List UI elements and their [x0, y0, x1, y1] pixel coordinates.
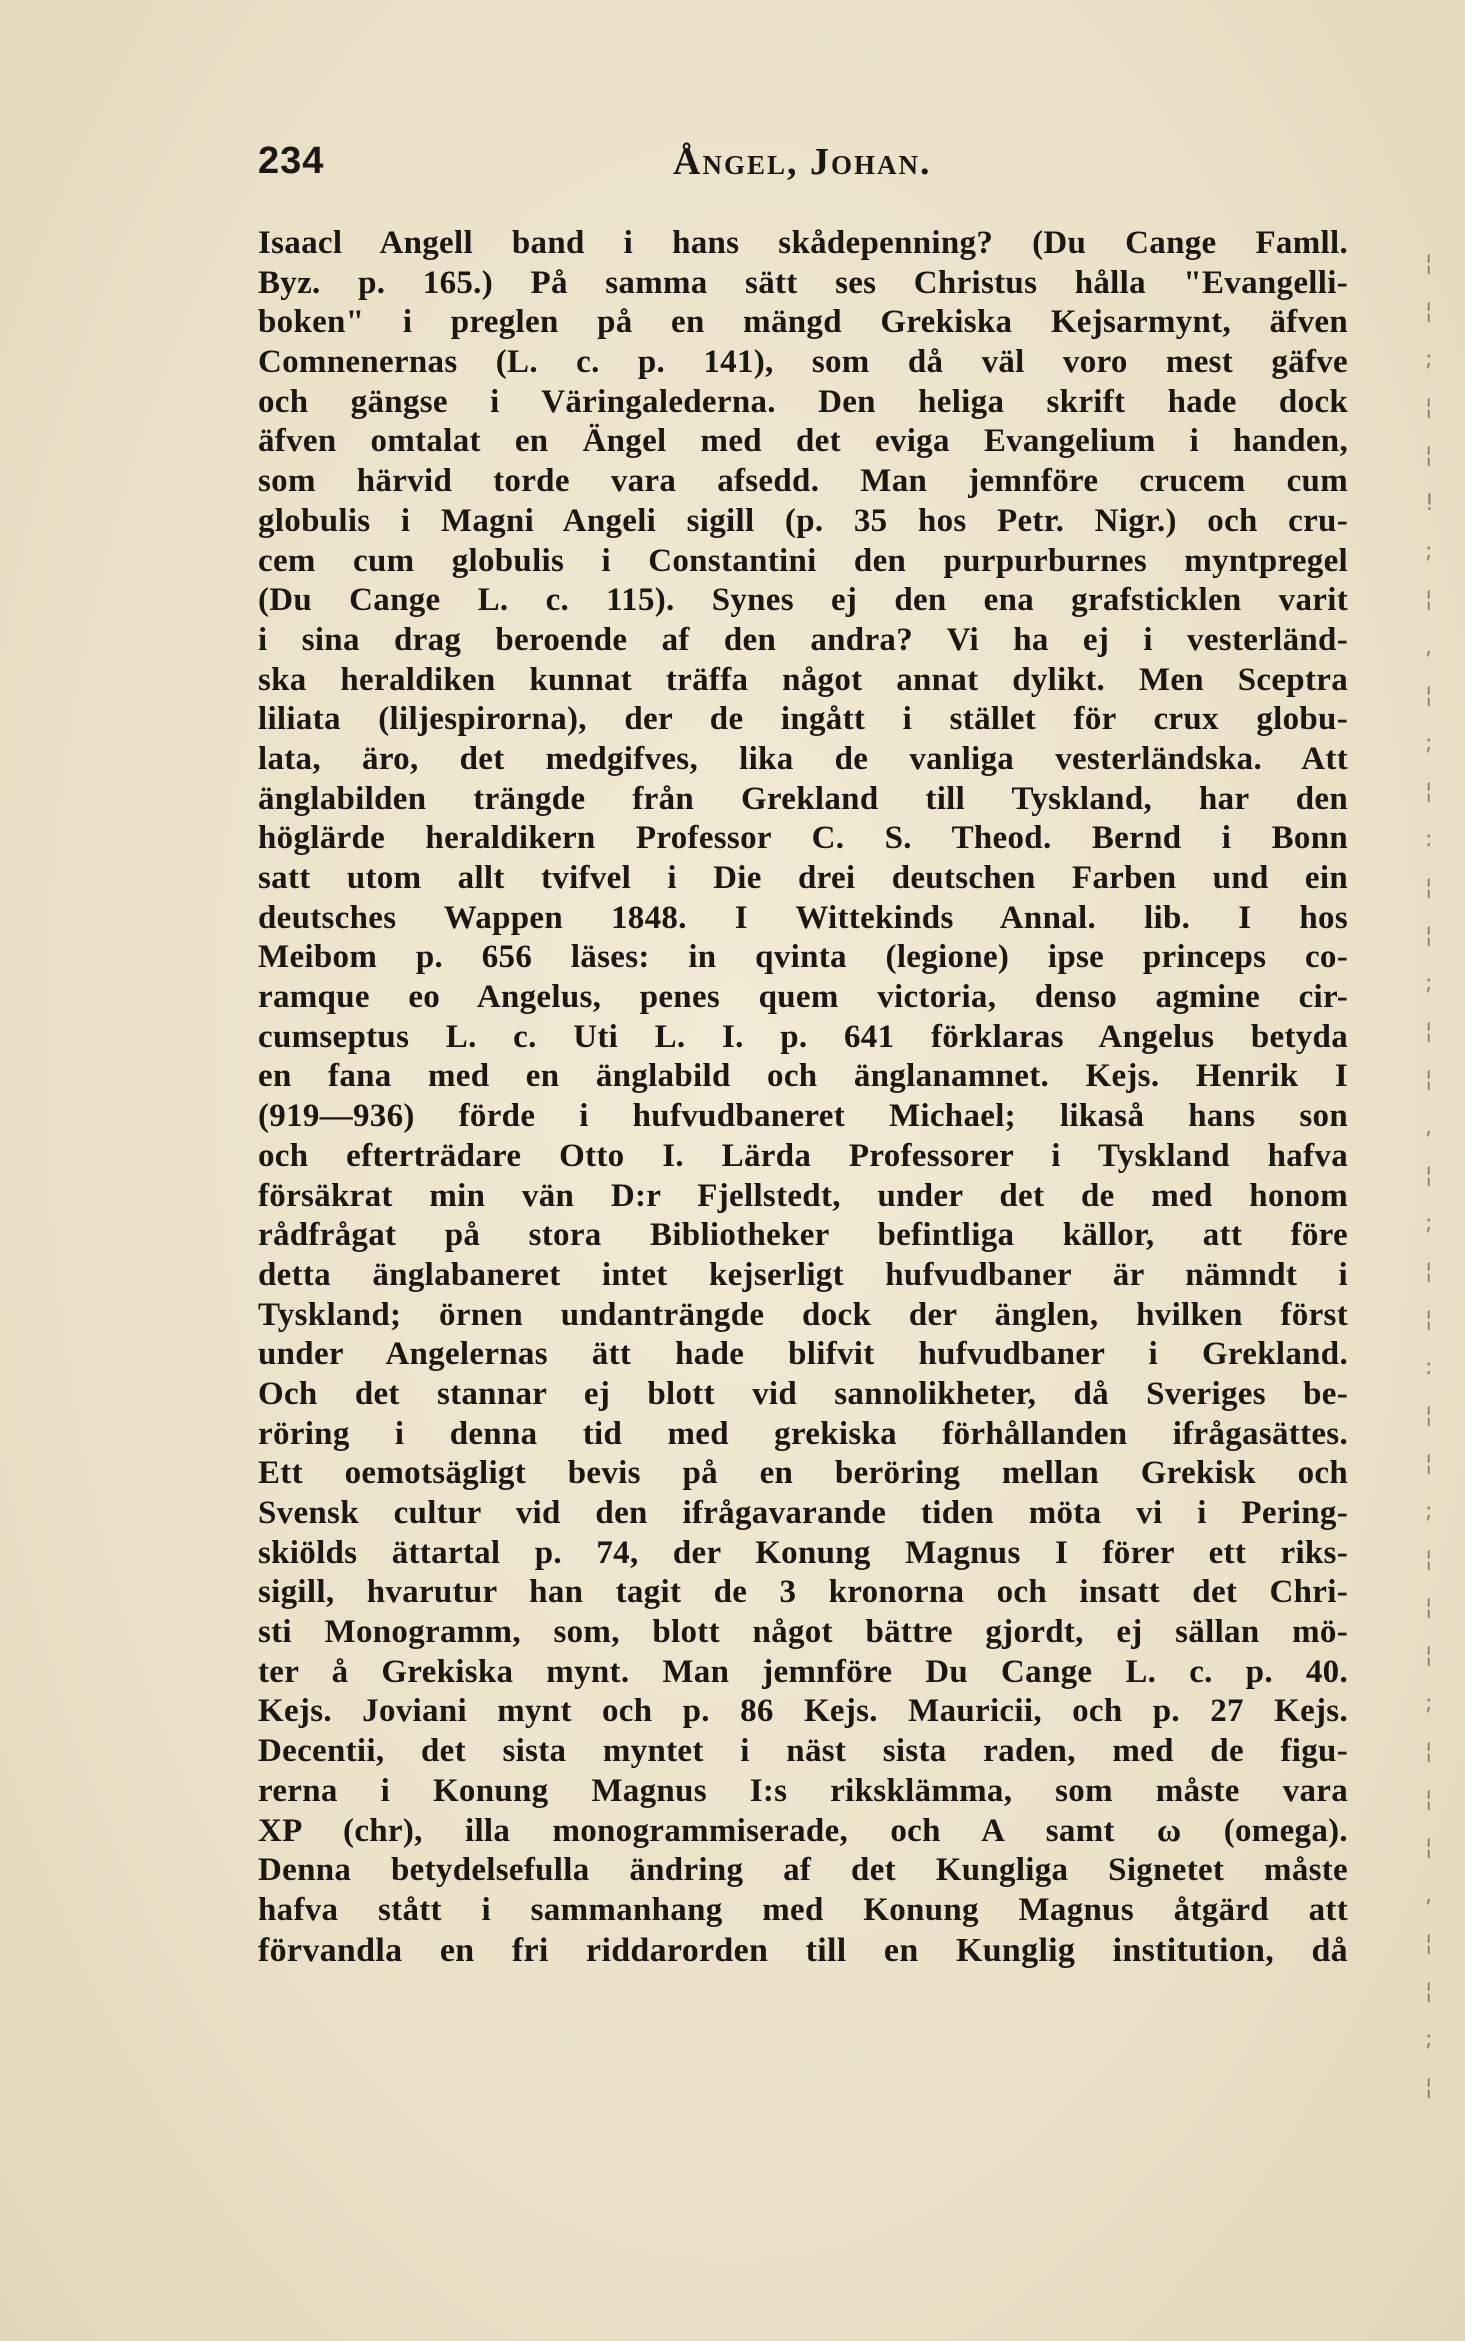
text-line: skiölds ättartal p. 74, der Konung Magnus I förer ett riks- — [258, 1534, 1348, 1571]
text-line: sti Monogramm, som, blott något bättre gjordt, ej sällan mö- — [258, 1614, 1348, 1651]
text-line: i sina drag beroende af den andra? Vi ha ej i vesterländ- — [258, 621, 1348, 658]
text-line: ramque eo Angelus, penes quem victoria, denso agmine cir- — [258, 979, 1348, 1016]
text-line: höglärde heraldikern Professor C. S. Theod. Bernd i Bonn — [258, 820, 1348, 857]
text-line: Isaacl Angell band i hans skådepenning? (Du Cange Famll. — [258, 225, 1348, 261]
text-line: rerna i Konung Magnus I:s riksklämma, som måste vara — [258, 1772, 1348, 1809]
text-line: Svensk cultur vid den ifrågavarande tiden möta vi i Pering- — [258, 1495, 1348, 1531]
text-line: sigill, hvarutur han tagit de 3 kronorna och insatt det Chri- — [258, 1574, 1348, 1611]
text-line: förvandla en fri riddarorden till en Kunglig institution, då — [258, 1931, 1348, 1969]
page-header — [258, 140, 1348, 200]
text-line: lata, äro, det medgifves, lika de vanliga vesterländska. Att — [258, 740, 1348, 777]
text-line: röring i denna tid med grekiska förhållanden ifrågasättes. — [258, 1415, 1348, 1452]
text-line: (919—936) förde i hufvudbaneret Michael; likaså hans son — [258, 1098, 1348, 1135]
text-line: äfven omtalat en Ängel med det eviga Evangelium i handen, — [258, 423, 1348, 460]
text-line: som härvid torde vara afsedd. Man jemnföre crucem cum — [258, 463, 1348, 500]
page-number: 234 — [258, 140, 325, 182]
text-line: (Du Cange L. c. 115). Synes ej den ena grafsticklen varit — [258, 582, 1348, 619]
text-line: och efterträdare Otto I. Lärda Professorer i Tyskland hafva — [258, 1137, 1348, 1174]
body-text — [258, 224, 1348, 1970]
text-line: cem cum globulis i Constantini den purpurburnes myntpregel — [258, 542, 1348, 579]
text-line: deutsches Wappen 1848. I Wittekinds Annal. lib. I hos — [258, 899, 1348, 936]
running-head: Ångel, Johan. — [673, 141, 932, 183]
text-line: XP (chr), illa monogrammiserade, och A samt ω (omega). — [258, 1812, 1348, 1849]
text-line: globulis i Magni Angeli sigill (p. 35 hos Petr. Nigr.) och cru- — [258, 502, 1348, 539]
text-line: rådfrågat på stora Bibliotheker befintliga källor, att före — [258, 1217, 1348, 1254]
text-line: Tyskland; örnen undanträngde dock der änglen, hvilken först — [258, 1296, 1348, 1333]
text-line: en fana med en änglabild och änglanamnet. Kejs. Henrik I — [258, 1058, 1348, 1095]
text-line: Och det stannar ej blott vid sannolikheter, då Sveriges be- — [258, 1375, 1348, 1412]
text-line: Meibom p. 656 läses: in qvinta (legione) ipse princeps co- — [258, 939, 1348, 976]
text-line: Denna betydelsefulla ändring af det Kungliga Signetet måste — [258, 1852, 1348, 1889]
text-line: detta änglabaneret intet kejserligt hufvudbaner är nämndt i — [258, 1256, 1348, 1293]
text-line: satt utom allt tvifvel i Die drei deutschen Farben und ein — [258, 860, 1348, 896]
text-line: boken" i preglen på en mängd Grekiska Kejsarmynt, äfven — [258, 304, 1348, 341]
text-line: Byz. p. 165.) På samma sätt ses Christus hålla "Evangelli- — [258, 264, 1348, 301]
text-line: försäkrat min vän D:r Fjellstedt, under det de med honom — [258, 1177, 1348, 1214]
text-line: cumseptus L. c. Uti L. I. p. 641 förklaras Angelus betyda — [258, 1018, 1348, 1055]
text-line: Decentii, det sista myntet i näst sista raden, med de figu- — [258, 1733, 1348, 1770]
text-line: Kejs. Joviani mynt och p. 86 Kejs. Mauricii, och p. 27 Kejs. — [258, 1693, 1348, 1730]
text-line: under Angelernas ätt hade blifvit hufvudbaner i Grekland. — [258, 1336, 1348, 1373]
text-line: Ett oemotsägligt bevis på en beröring mellan Grekisk och — [258, 1455, 1348, 1492]
text-line: liliata (liljespirorna), der de ingått i stället för crux globu- — [258, 701, 1348, 738]
text-line: Comnenernas (L. c. p. 141), som då väl voro mest gäfve — [258, 344, 1348, 381]
text-line: ska heraldiken kunnat träffa något annat dylikt. Men Sceptra — [258, 661, 1348, 698]
text-line: änglabilden trängde från Grekland till Tyskland, har den — [258, 780, 1348, 817]
text-line: och gängse i Väringalederna. Den heliga skrift hade dock — [258, 383, 1348, 420]
bleed-through-marks: ¦ ¦ ; ¦ ¦ ! ; ¦ , ¦ ; ¦ : ¦ ¦ ; ¦ ¦ , ¦ ; ¦ ¦ : ¦ ¦ ; ¦ ¦ ¦ ; ¦ ¦ ¦ , ¦ ¦ ; ¦ — [1425, 251, 1434, 2100]
text-line: hafva stått i sammanhang med Konung Magnus åtgärd att — [258, 1891, 1348, 1928]
text-line: ter å Grekiska mynt. Man jemnföre Du Cange L. c. p. 40. — [258, 1653, 1348, 1690]
